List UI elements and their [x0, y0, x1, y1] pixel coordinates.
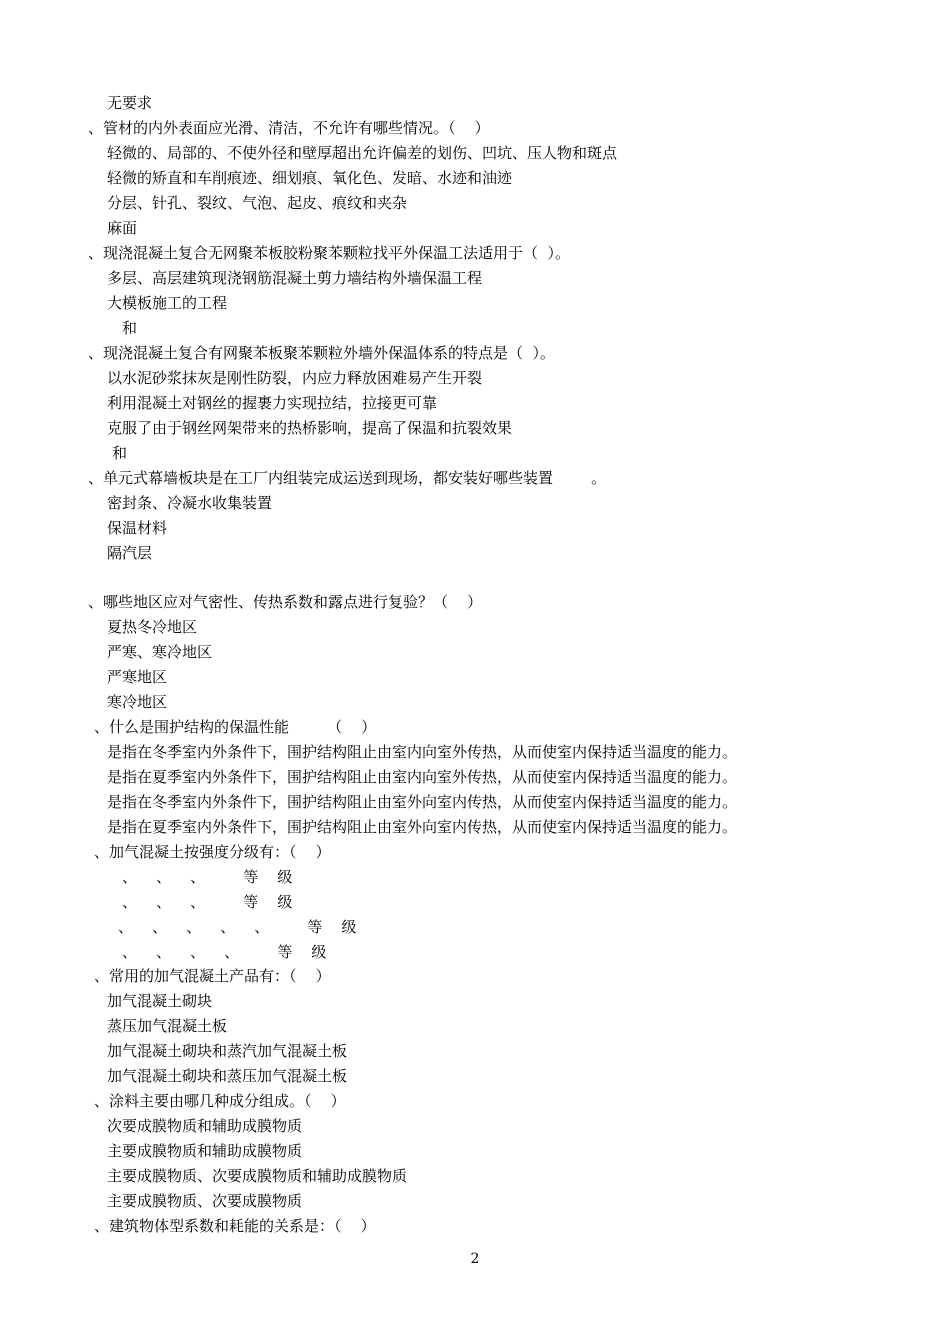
option-line: 、 、 、 等 级 [122, 893, 293, 911]
question-line: 、常用的加气混凝土产品有：（ ） [94, 967, 331, 985]
option-line: 轻微的矫直和车削痕迹、细划痕、氧化色、发暗、水迹和油迹 [107, 169, 513, 187]
option-line: 无要求 [107, 94, 153, 112]
option-line: 加气混凝土砌块和蒸压加气混凝土板 [107, 1067, 348, 1085]
option-line: 麻面 [107, 219, 138, 237]
option-line: 以水泥砂浆抹灰是刚性防裂，内应力释放困难易产生开裂 [107, 369, 483, 387]
option-line: 大模板施工的工程 [107, 294, 228, 312]
question-line: 、建筑物体型系数和耗能的关系是：（ ） [94, 1217, 376, 1235]
option-line: 、 、 、 等 级 [122, 868, 293, 886]
question-line: 、涂料主要由哪几种成分组成。（ ） [94, 1092, 346, 1110]
option-line: 和 [122, 319, 138, 337]
option-line: 轻微的、局部的、不使外径和壁厚超出允许偏差的划伤、凹坑、压人物和斑点 [107, 144, 618, 162]
option-line: 是指在夏季室内外条件下，围护结构阻止由室外向室内传热，从而使室内保持适当温度的能力。 [107, 818, 738, 836]
option-line: 是指在冬季室内外条件下，围护结构阻止由室外向室内传热，从而使室内保持适当温度的能力。 [107, 793, 738, 811]
option-line: 主要成膜物质和辅助成膜物质 [107, 1142, 303, 1160]
option-line: 是指在夏季室内外条件下，围护结构阻止由室内向室外传热，从而使室内保持适当温度的能力。 [107, 768, 738, 786]
option-line: 蒸压加气混凝土板 [107, 1017, 228, 1035]
question-line: 、现浇混凝土复合有网聚苯板聚苯颗粒外墙外保温体系的特点是（ ）。 [88, 344, 556, 362]
question-line: 、现浇混凝土复合无网聚苯板胶粉聚苯颗粒找平外保温工法适用于（ ）。 [88, 244, 571, 262]
option-line: 保温材料 [107, 519, 168, 537]
option-line: 寒冷地区 [107, 693, 168, 711]
option-line: 分层、针孔、裂纹、气泡、起皮、痕纹和夹杂 [107, 194, 408, 212]
question-line: 、单元式幕墙板块是在工厂内组装完成运送到现场，都安装好哪些装置 。 [88, 469, 607, 487]
question-line: 、加气混凝土按强度分级有：（ ） [94, 843, 331, 861]
option-line: 夏热冬冷地区 [107, 618, 198, 636]
question-line: 、哪些地区应对气密性、传热系数和露点进行复验？（ ） [88, 593, 483, 611]
option-line: 主要成膜物质、次要成膜物质和辅助成膜物质 [107, 1167, 408, 1185]
option-line: 次要成膜物质和辅助成膜物质 [107, 1117, 303, 1135]
option-line: 克服了由于钢丝网架带来的热桥影响，提高了保温和抗裂效果 [107, 419, 513, 437]
option-line: 是指在冬季室内外条件下，围护结构阻止由室内向室外传热，从而使室内保持适当温度的能力。 [107, 743, 738, 761]
page-number: 2 [470, 1251, 480, 1267]
option-line: 加气混凝土砌块和蒸汽加气混凝土板 [107, 1042, 348, 1060]
option-line: 密封条、冷凝水收集装置 [107, 494, 273, 512]
option-line: 隔汽层 [107, 544, 153, 562]
option-line: 和 [112, 444, 128, 462]
option-line: 主要成膜物质、次要成膜物质 [107, 1192, 303, 1210]
option-line: 、 、 、 、 等 级 [122, 943, 327, 961]
option-line: 严寒、寒冷地区 [107, 643, 213, 661]
question-line: 、什么是围护结构的保温性能 （ ） [94, 718, 377, 736]
question-line: 、管材的内外表面应光滑、清洁，不允许有哪些情况。（ ） [88, 119, 490, 137]
option-line: 利用混凝土对钢丝的握裹力实现拉结，拉接更可靠 [107, 394, 438, 412]
option-line: 严寒地区 [107, 668, 168, 686]
option-line: 加气混凝土砌块 [107, 992, 213, 1010]
option-line: 多层、高层建筑现浇钢筋混凝土剪力墙结构外墙保温工程 [107, 269, 483, 287]
option-line: 、 、 、 、 、 等 级 [118, 918, 357, 936]
